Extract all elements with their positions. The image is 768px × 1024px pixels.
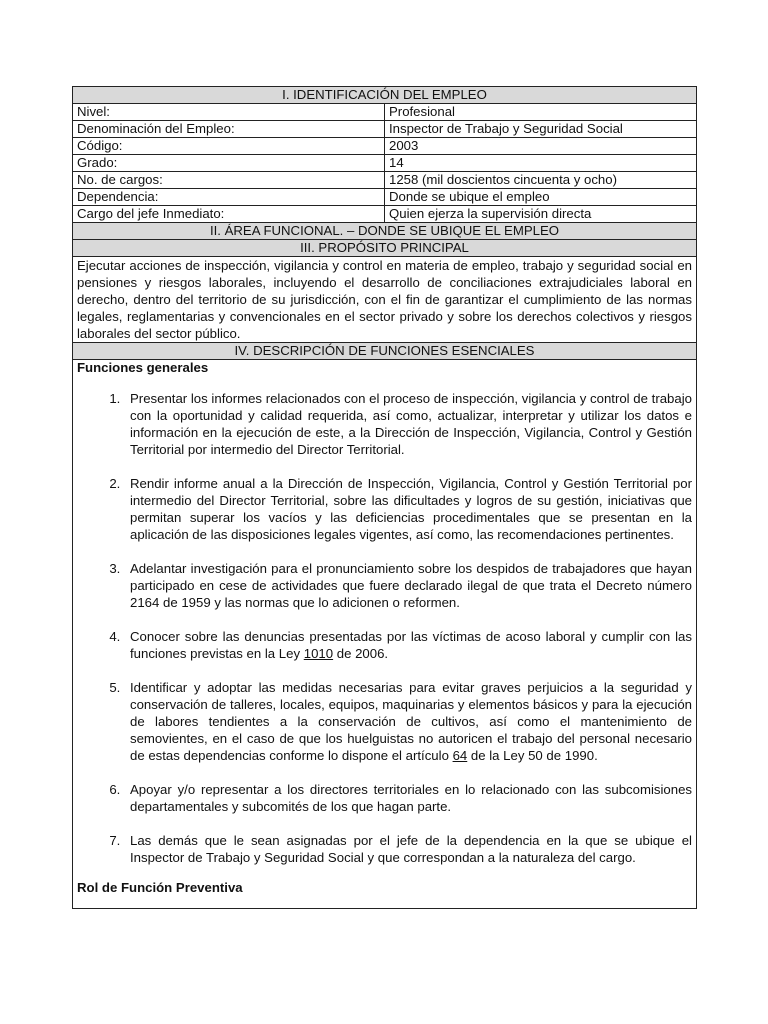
- article-reference-link[interactable]: 64: [452, 748, 468, 763]
- law-reference-link[interactable]: 1010: [303, 646, 334, 661]
- table-row: [73, 189, 697, 206]
- list-item: 2. Rendir informe anual a la Dirección de Inspección, Vigilancia, Control y Gestión Territorial por intermedio del Director Territorial, sobre las dificultades y logros de su gestión, iniciativas que permitan superar los vacíos y las deficiencias procedimentales que se presentan en la aplicación de las disposiciones legales vigentes, así como, las recomendaciones pertinentes.: [124, 475, 692, 543]
- list-item: 3. Adelantar investigación para el pronunciamiento sobre los despidos de trabajadores que hayan participado en cese de actividades que fuere declarado ilegal de que trata el Decreto número 2164 de 1959 y las normas que lo adicionen o reformen.: [124, 560, 692, 611]
- functions-list: [77, 390, 692, 866]
- field-label: Denominación del Empleo:: [73, 121, 385, 138]
- preventive-role-heading: Rol de Función Preventiva: [77, 880, 243, 895]
- purpose-row: [73, 257, 697, 343]
- item-text: de la Ley 50 de 1990.: [467, 748, 598, 763]
- field-value: 2003: [385, 138, 697, 155]
- functions-cell: [73, 360, 697, 909]
- list-item: [124, 628, 692, 662]
- section-header-row: [73, 343, 697, 360]
- field-value: Inspector de Trabajo y Seguridad Social: [385, 121, 697, 138]
- section-identification-title: I. IDENTIFICACIÓN DEL EMPLEO: [73, 87, 697, 104]
- list-item: 1. Presentar los informes relacionados con el proceso de inspección, vigilancia y control de trabajo con la oportunidad y calidad requerida, así como, actualizar, interpretar y utilizar los datos e información en la ejecución de este, a la Dirección de Inspección, Vigilancia, Control y Gestión Territorial por intermedio del Director Territorial.: [124, 390, 692, 458]
- section-header-row: [73, 223, 697, 240]
- general-functions-heading: Funciones generales: [77, 360, 209, 375]
- field-value: Quien ejerza la supervisión directa: [385, 206, 697, 223]
- section-functions-title: IV. DESCRIPCIÓN DE FUNCIONES ESENCIALES: [73, 343, 697, 360]
- job-description-table: [72, 86, 697, 909]
- purpose-text: Ejecutar acciones de inspección, vigilancia y control en materia de empleo, trabajo y seguridad social en pensiones y riesgos laborales, incluyendo el desarrollo de conciliaciones extrajudiciales laboral en derecho, dentro del territorio de su jurisdicción, con el fin de garantizar el cumplimiento de las normas legales, reglamentarias y convencionales en el sector privado y sobre los derechos colectivos y riesgos laborales del sector público.: [73, 257, 697, 343]
- table-row: [73, 138, 697, 155]
- list-item: 6. Apoyar y/o representar a los directores territoriales en lo relacionado con las subcomisiones departamentales y subcomités de los que hagan parte.: [124, 781, 692, 815]
- field-value: 1258 (mil doscientos cincuenta y ocho): [385, 172, 697, 189]
- functions-row: [73, 360, 697, 909]
- item-text: de 2006.: [333, 646, 389, 661]
- field-label: Cargo del jefe Inmediato:: [73, 206, 385, 223]
- section-purpose-title: III. PROPÓSITO PRINCIPAL: [73, 240, 697, 257]
- item-text: Identificar y adoptar las medidas necesarias para evitar graves perjuicios a la seguridad y conservación de talleres, locales, equipos, maquinarias y elementos básicos y para la ejecución de labores tendientes a la conservación de cultivos, así como el mantenimiento de semovientes, en el caso de que los huelguistas no autoricen el trabajo del personal necesario de estas dependencias conforme lo dispone el artículo: [130, 680, 692, 763]
- field-value: Profesional: [385, 104, 697, 121]
- list-item: 7. Las demás que le sean asignadas por el jefe de la dependencia en la que se ubique el Inspector de Trabajo y Seguridad Social y que correspondan a la naturaleza del cargo.: [124, 832, 692, 866]
- section-header-row: [73, 240, 697, 257]
- field-value: Donde se ubique el empleo: [385, 189, 697, 206]
- field-label: Nivel:: [73, 104, 385, 121]
- item-text: Conocer sobre las denuncias presentadas por las víctimas de acoso laboral y cumplir con las funciones previstas en la Ley: [130, 629, 692, 661]
- table-row: [73, 172, 697, 189]
- field-label: Grado:: [73, 155, 385, 172]
- field-value: 14: [385, 155, 697, 172]
- table-row: [73, 155, 697, 172]
- section-header-row: [73, 87, 697, 104]
- list-item: [124, 679, 692, 764]
- field-label: No. de cargos:: [73, 172, 385, 189]
- table-row: [73, 104, 697, 121]
- field-label: Código:: [73, 138, 385, 155]
- field-label: Dependencia:: [73, 189, 385, 206]
- table-row: [73, 206, 697, 223]
- section-functional-area-title: II. ÁREA FUNCIONAL. – DONDE SE UBIQUE EL EMPLEO: [73, 223, 697, 240]
- table-row: [73, 121, 697, 138]
